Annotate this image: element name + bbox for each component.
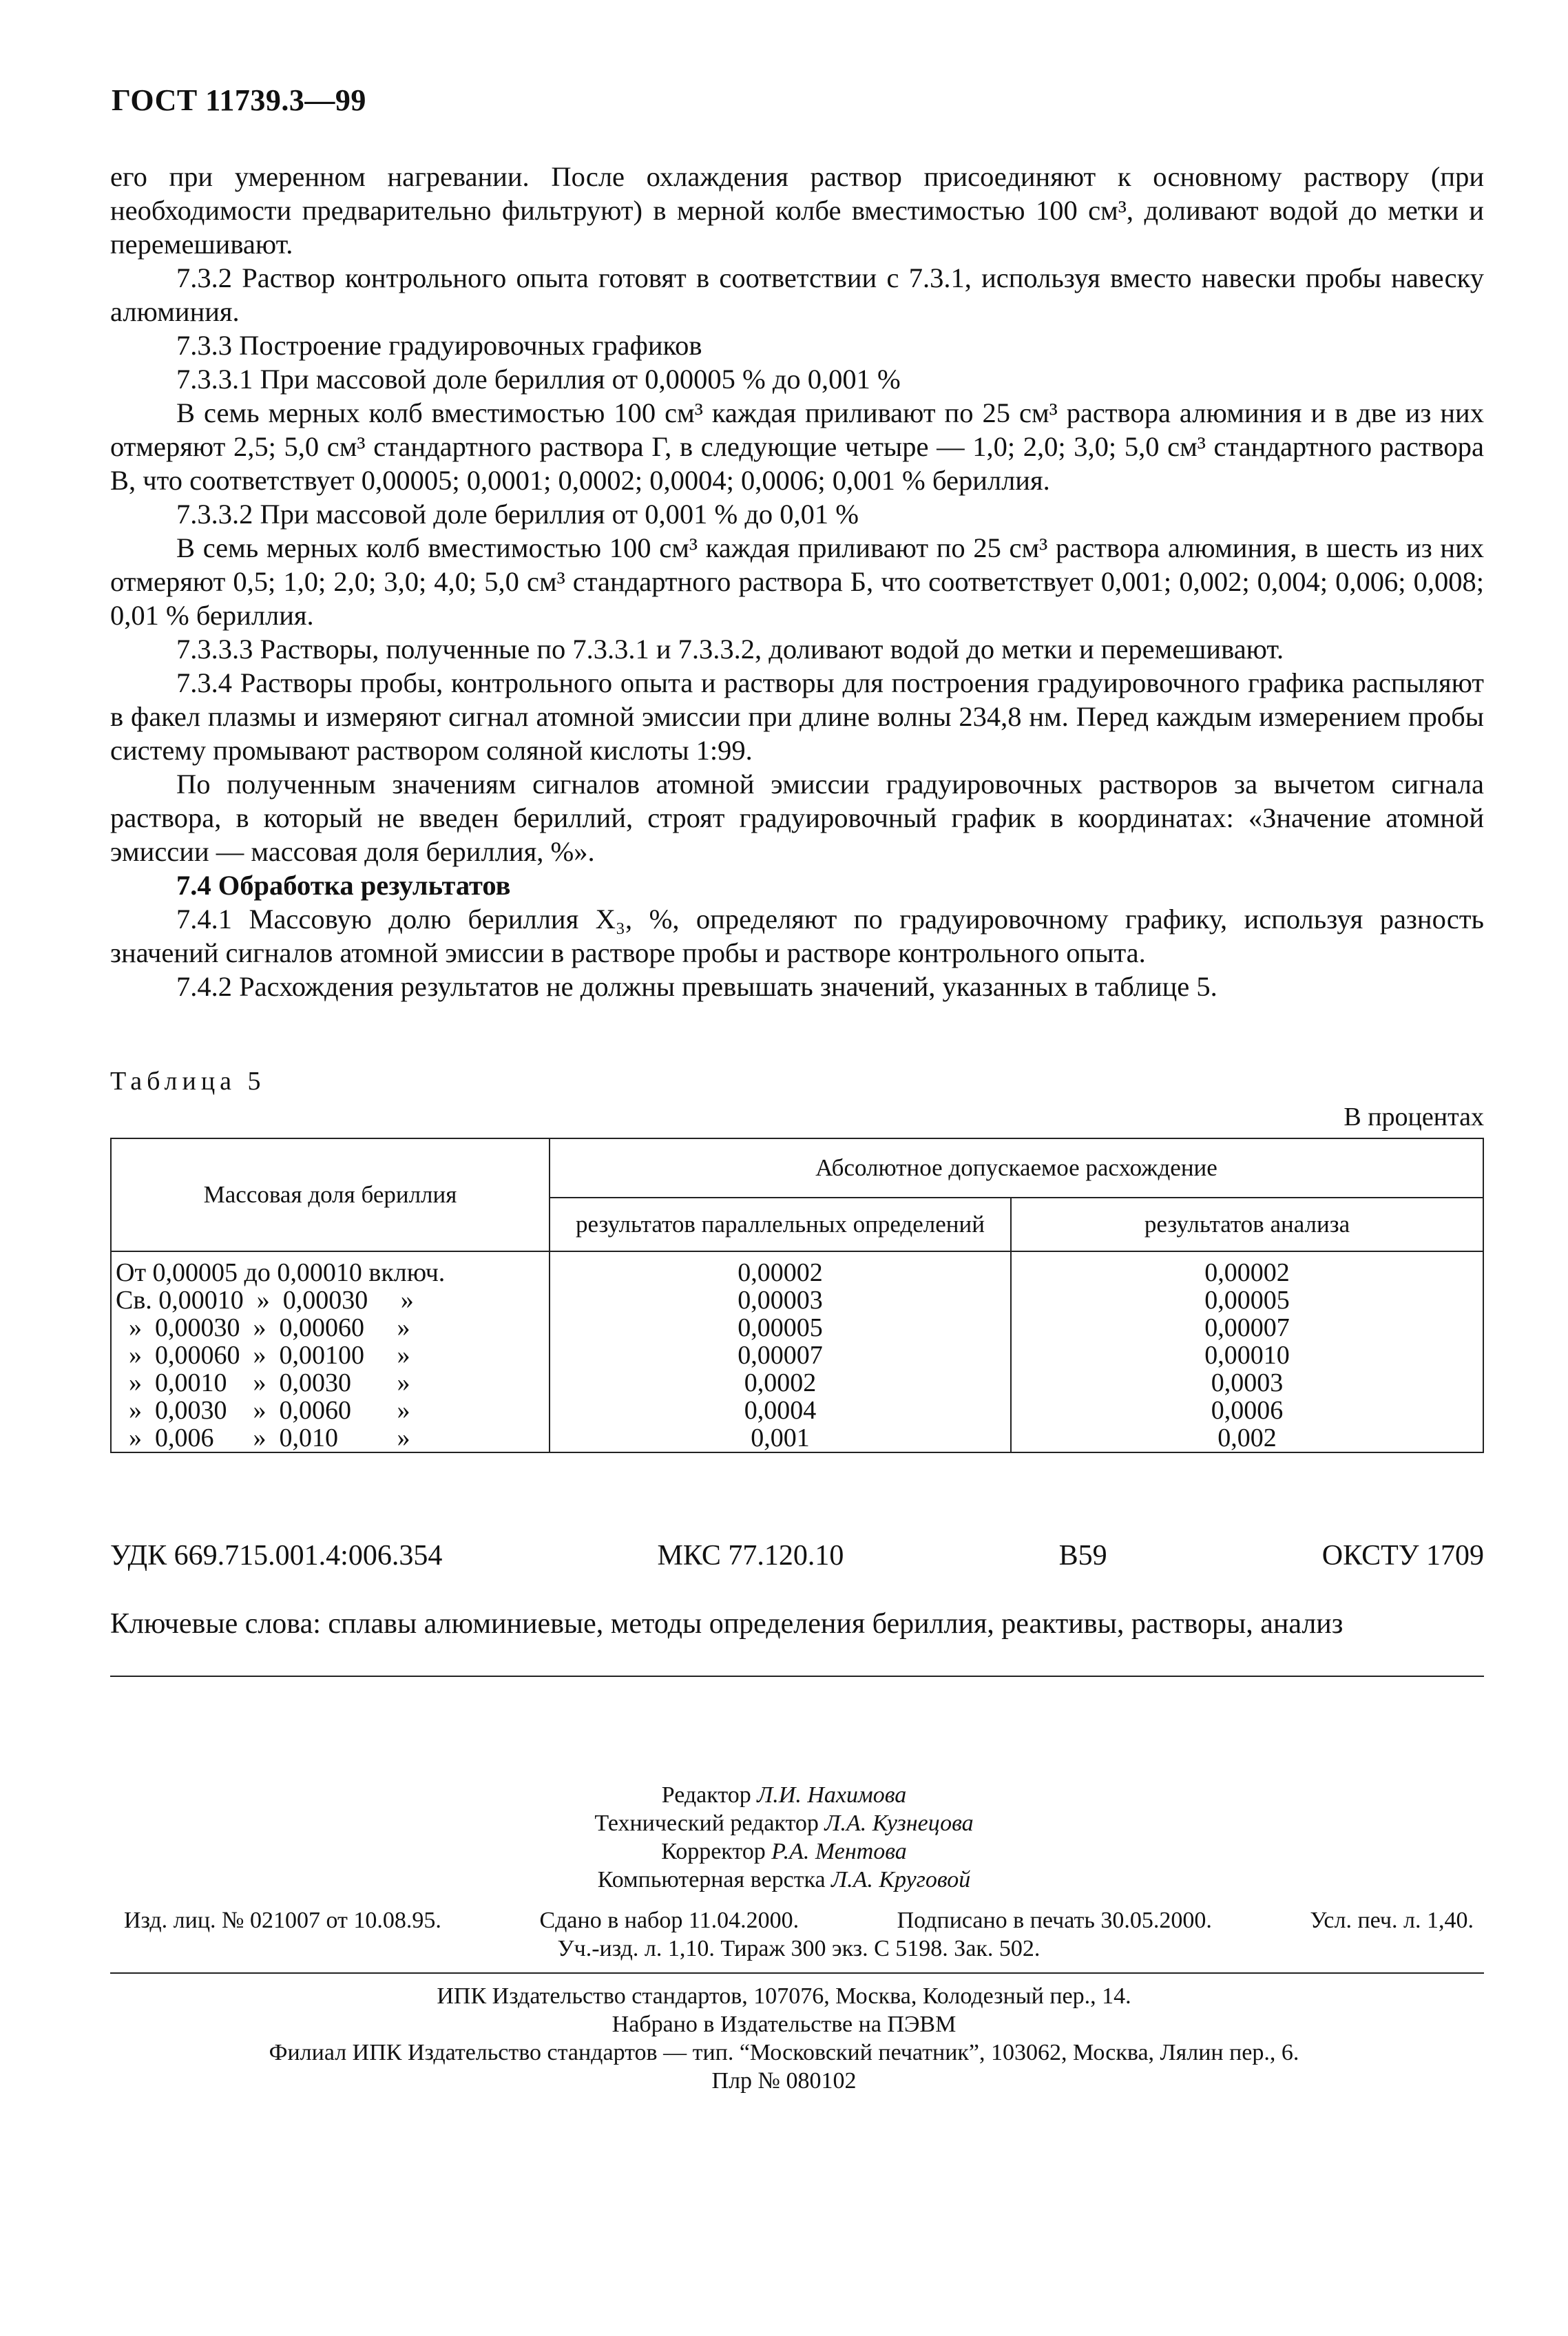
paragraph: 7.4.1 Массовую долю бериллия X₃, %, определяют по градуировочному графику, используя разность значений сигналов атомной эмиссии в растворе пробы и растворе контрольного опыта. [110,904,1484,968]
press-line: Плр № 080102 [711,2068,857,2094]
table-row [111,1286,1483,1314]
table-unit: В процентах [1344,1103,1484,1132]
divider [110,1972,1484,1974]
parallel-cell: 0,0002 [550,1369,1011,1397]
range-cell: От 0,00005 до 0,00010 включ. [111,1251,550,1286]
table-caption: Таблица 5 [110,1067,266,1096]
analysis-cell: 0,0006 [1011,1397,1483,1424]
parallel-cell: 0,00003 [550,1286,1011,1314]
table-row [111,1369,1483,1397]
okstu-code: ОКСТУ 1709 [1321,1540,1484,1572]
page-header: ГОСТ 11739.3—99 [112,83,366,117]
credit-layout: Компьютерная верстка Л.А. Круговой [597,1867,971,1892]
header-tolerance: Абсолютное допускаемое расхождение [550,1138,1483,1198]
credits [0,1781,1568,1894]
section-heading: 7.4 Обработка результатов [176,870,511,901]
signed-date: Подписано в печать 30.05.2000. [897,1908,1212,1933]
keywords: Ключевые слова: сплавы алюминиевые, методы определения бериллия, реактивы, растворы, анализ [110,1608,1344,1640]
paragraph: 7.4.2 Расхождения результатов не должны превышать значений, указанных в таблице 5. [176,971,1217,1002]
v-code: В59 [1058,1540,1107,1572]
paragraph: 7.3.3.2 При массовой доле бериллия от 0,001 % до 0,01 % [176,499,859,530]
paragraph: 7.3.4 Растворы пробы, контрольного опыта и растворы для построения градуировочного графика распыляют в факел плазмы и измеряют сигнал атомной эмиссии при длине волны 234,8 нм. Перед каждым измерением пробы систему промывают раствором соляной кислоты 1:99. [110,667,1484,766]
paragraph: 7.3.3.1 При массовой доле бериллия от 0,00005 % до 0,001 % [176,364,901,395]
press-info [0,1982,1568,2095]
analysis-cell: 0,0003 [1011,1369,1483,1397]
sent-date: Сдано в набор 11.04.2000. [539,1908,799,1933]
paragraph: По полученным значениям сигналов атомной эмиссии градуировочных растворов за вычетом сигнала раствора, в который не введен бериллий, строят градуировочный график в координатах: «Значение атомной эмиссии — массовая доля бериллия, %». [110,769,1484,867]
parallel-cell: 0,00002 [550,1251,1011,1286]
credit-editor: Редактор Л.И. Нахимова [661,1782,907,1808]
parallel-cell: 0,00005 [550,1314,1011,1342]
analysis-cell: 0,00007 [1011,1314,1483,1342]
body-text [110,160,1484,1003]
print-details: Уч.-изд. л. 1,10. Тираж 300 экз. С 5198. Зак. 502. [557,1936,1041,1961]
parallel-cell: 0,0004 [550,1397,1011,1424]
header-analysis: результатов анализа [1011,1198,1483,1251]
table-row [111,1424,1483,1452]
publication-info [124,1906,1474,1963]
press-line: Филиал ИПК Издательство стандартов — тип. “Московский печатник”, 103062, Москва, Лялин пер., 6. [269,2040,1299,2065]
paragraph: его при умеренном нагревании. После охлаждения раствор присоединяют к основному раствору (при необходимости предварительно фильтруют) в мерной колбе вместимостью 100 см³, доливают водой до метки и перемешивают. [110,161,1484,260]
table-body [111,1251,1483,1452]
analysis-cell: 0,00005 [1011,1286,1483,1314]
header-parallel: результатов параллельных определений [550,1198,1011,1251]
license: Изд. лиц. № 021007 от 10.08.95. [124,1908,441,1933]
divider [110,1676,1484,1677]
range-cell: » 0,0030 » 0,0060 » [111,1397,550,1424]
range-cell: » 0,006 » 0,010 » [111,1424,550,1452]
udk-code: УДК 669.715.001.4:006.354 [110,1540,443,1572]
parallel-cell: 0,00007 [550,1342,1011,1369]
table-row [111,1397,1483,1424]
range-cell: » 0,0010 » 0,0030 » [111,1369,550,1397]
classification-codes [110,1539,1484,1572]
range-cell: » 0,00060 » 0,00100 » [111,1342,550,1369]
header-mass-fraction: Массовая доля бериллия [111,1138,550,1251]
paragraph: 7.3.2 Раствор контрольного опыта готовят в соответствии с 7.3.1, используя вместо навески пробы навеску алюминия. [110,262,1484,327]
credit-corrector: Корректор Р.А. Ментова [661,1839,907,1864]
range-cell: » 0,00030 » 0,00060 » [111,1314,550,1342]
paragraph: В семь мерных колб вместимостью 100 см³ каждая приливают по 25 см³ раствора алюминия, в шесть из них отмеряют 0,5; 1,0; 2,0; 3,0; 4,0; 5,0 см³ стандартного раствора Б, что соответствует 0,001; 0,002; 0,004; 0,006; 0,008; 0,01 % бериллия. [110,532,1484,631]
paragraph: 7.3.3.3 Растворы, полученные по 7.3.3.1 и 7.3.3.2, доливают водой до метки и перемешивают. [176,634,1284,665]
analysis-cell: 0,002 [1011,1424,1483,1452]
range-cell: Св. 0,00010 » 0,00030 » [111,1286,550,1314]
table-row [111,1251,1483,1286]
mks-code: МКС 77.120.10 [657,1540,844,1572]
parallel-cell: 0,001 [550,1424,1011,1452]
press-line: ИПК Издательство стандартов, 107076, Москва, Колодезный пер., 14. [437,1983,1131,2009]
print-sheets: Усл. печ. л. 1,40. [1310,1908,1474,1933]
analysis-cell: 0,00010 [1011,1342,1483,1369]
tolerance-table [110,1138,1484,1453]
table-row [111,1314,1483,1342]
table-row [111,1342,1483,1369]
analysis-cell: 0,00002 [1011,1251,1483,1286]
credit-tech-editor: Технический редактор Л.А. Кузнецова [594,1811,974,1836]
paragraph: В семь мерных колб вместимостью 100 см³ каждая приливают по 25 см³ раствора алюминия и в две из них отмеряют 2,5; 5,0 см³ стандартного раствора Г, в следующие четыре — 1,0; 2,0; 3,0; 5,0 см³ стандартного раствора В, что соответствует 0,00005; 0,0001; 0,0002; 0,0004; 0,0006; 0,001 % бериллия. [110,397,1484,496]
paragraph: 7.3.3 Построение градуировочных графиков [176,330,702,361]
press-line: Набрано в Издательстве на ПЭВМ [611,2012,957,2037]
